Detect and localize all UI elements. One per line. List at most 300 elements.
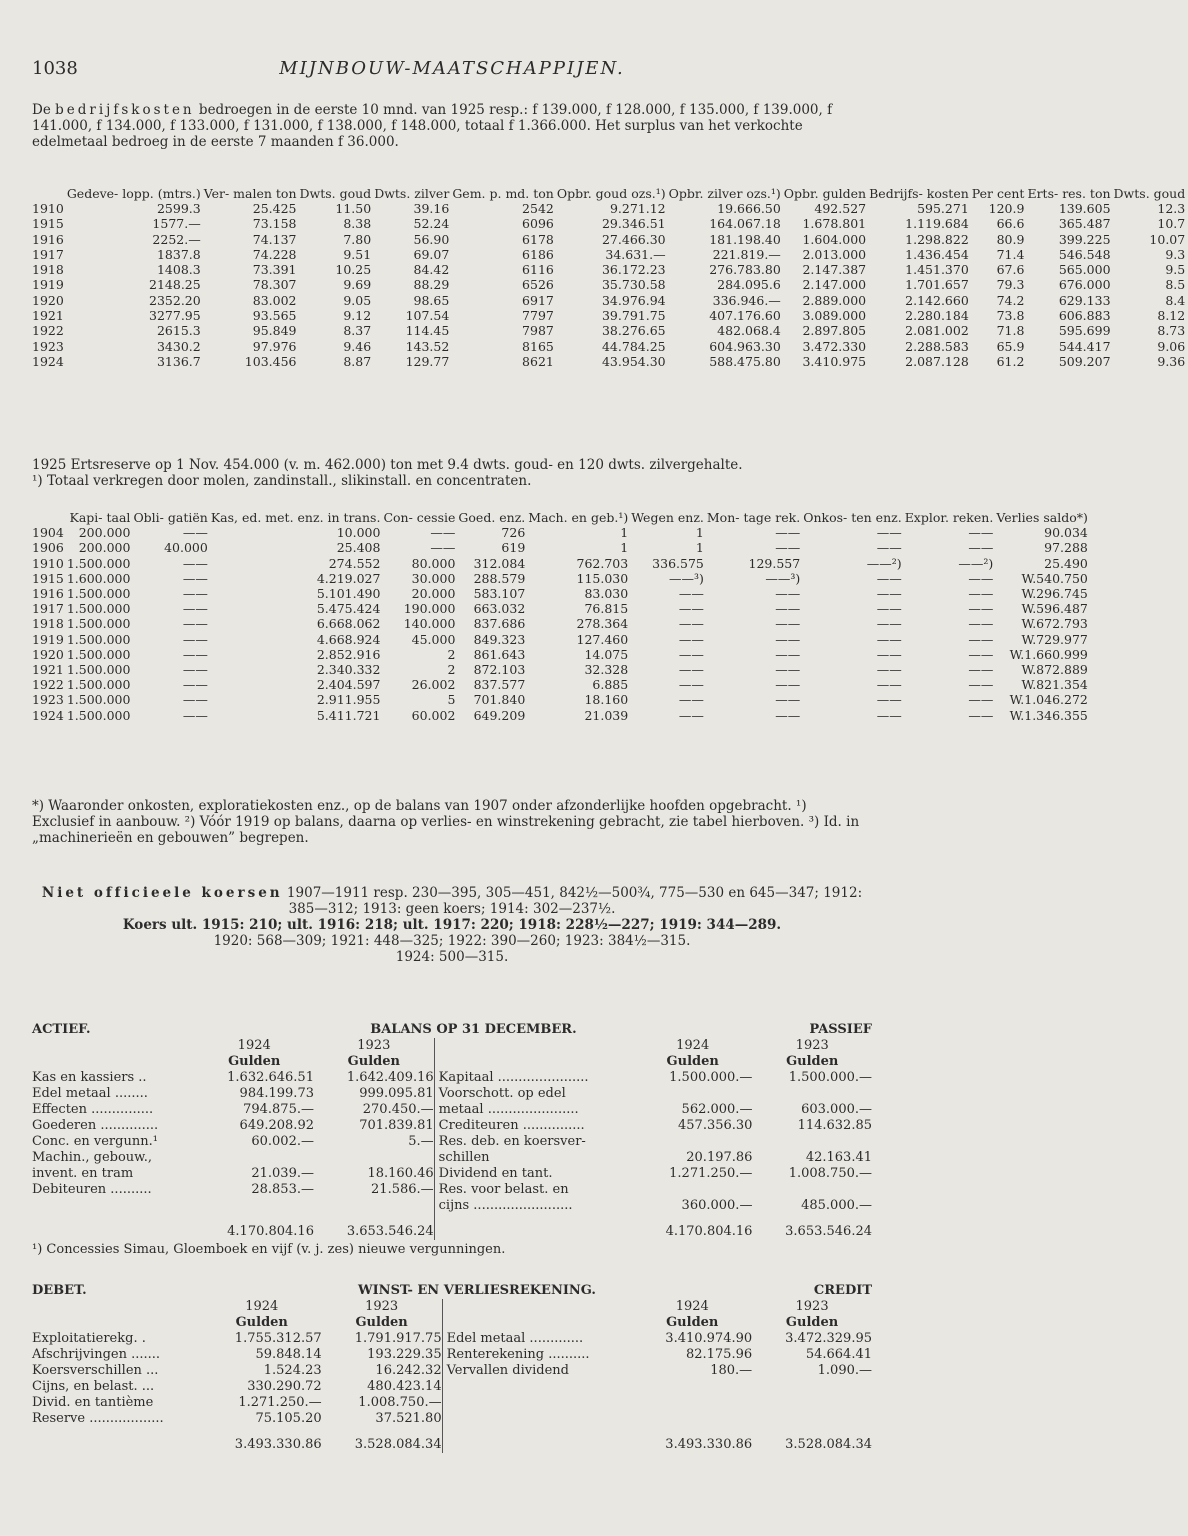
table-cell: 1922 — [32, 677, 64, 693]
value-1 — [194, 1150, 314, 1166]
table-cell: 127.460 — [576, 631, 629, 647]
table-cell: 3.089.000 — [802, 308, 867, 324]
value-1: 75.105.20 — [255, 1411, 322, 1426]
total-1: 3.493.330.86 — [234, 1437, 322, 1452]
table-cell: 32.328 — [584, 662, 629, 678]
koersen-heading: Niet officieele koersen — [41, 885, 283, 901]
table-cell: 6.885 — [592, 677, 629, 693]
table-cell: 39.791.75 — [601, 308, 666, 324]
koersen-ult: Koers ult. 1915: 210; ult. 1916: 218; ult. 1917: 220; 1918: 228½—227; 1919: 344—289. — [122, 917, 782, 933]
koersen-block: Niet officieele koersen 1907—1911 resp. 230—395, 305—451, 842½—500¾, 775—530 en 645—347; 1912: 385—312; 1913: geen koers; 1914: 302—237½. Koers ult. 1915: 210; ult. 1916: 218; ult. 1917: 220; 1918: 228½—227; 1919: 344—289. 1920: 568—309; 1921: 448—325; 1922: 390—260; 1923: 384½—315. 1924: 500—315. — [32, 885, 872, 965]
table-cell: —— — [968, 540, 994, 556]
table-cell: 4.219.027 — [316, 570, 381, 586]
table-cell: —— — [775, 677, 801, 693]
unit-label: Gulden — [235, 1315, 288, 1330]
table-cell: 1924 — [32, 707, 64, 723]
table-cell: 34.976.94 — [601, 292, 666, 308]
table-cell: 2.852.916 — [316, 646, 381, 662]
table-cell: 56.90 — [413, 231, 450, 247]
table-cell: 1.451.370 — [905, 262, 969, 278]
table-cell: 276.783.80 — [709, 262, 781, 278]
table-cell: W.1.046.272 — [1009, 692, 1088, 708]
table-cell: 1920 — [32, 292, 64, 308]
table-cell: 274.552 — [328, 555, 381, 571]
column-header: Ver- malen ton — [203, 186, 297, 201]
value-2: 21.586.— — [371, 1182, 434, 1197]
value-2: 114.632.85 — [797, 1118, 872, 1133]
table-cell: ——³) — [668, 570, 704, 586]
production-notes — [32, 457, 872, 489]
row-label: Cijns, en belast. ... — [32, 1379, 155, 1394]
table-cell: W.872.889 — [1021, 662, 1088, 678]
table-row — [32, 201, 1188, 216]
value-2: 485.000.— — [801, 1198, 872, 1213]
table-cell: 1918 — [32, 616, 64, 632]
table-cell: 5 — [447, 692, 456, 708]
table-cell: —— — [968, 677, 994, 693]
row-label: Exploitatierekg. . — [32, 1331, 146, 1346]
table-cell: 9.36 — [1157, 353, 1186, 369]
table-cell: 8.37 — [343, 323, 372, 339]
table-cell: 8.4 — [1165, 292, 1186, 308]
table-cell: 1916 — [32, 586, 64, 602]
table-cell: —— — [968, 631, 994, 647]
table-cell: 10.7 — [1157, 216, 1186, 232]
table-cell: 3.472.330 — [802, 338, 867, 354]
table-cell: 1919 — [32, 277, 64, 293]
table-cell: 1.119.684 — [905, 216, 969, 232]
table-cell: 14.075 — [584, 646, 629, 662]
table-cell: 9.12 — [343, 308, 372, 324]
table-row — [32, 601, 1091, 616]
page-number: 1038 — [32, 58, 78, 79]
table-cell: 93.565 — [252, 308, 297, 324]
account-row — [32, 1182, 872, 1198]
table-cell: —— — [876, 570, 902, 586]
value-1: 1.271.250.— — [238, 1395, 322, 1410]
table-cell: 663.032 — [473, 601, 526, 617]
value-1: 457.356.30 — [678, 1118, 753, 1133]
table-cell: 67.6 — [996, 262, 1025, 278]
table-cell: —— — [968, 692, 994, 708]
table-row — [32, 277, 1188, 292]
value-1: 20.197.86 — [686, 1150, 753, 1165]
table-cell: 3136.7 — [156, 353, 201, 369]
year-row — [32, 1038, 872, 1054]
table-cell: 7797 — [522, 308, 554, 324]
table-cell: 588.475.80 — [709, 353, 781, 369]
row-label: invent. en tram — [32, 1166, 134, 1181]
table-cell: 6178 — [522, 231, 554, 247]
table-cell: —— — [876, 646, 902, 662]
table-row — [32, 708, 1091, 723]
table-cell: 407.176.60 — [709, 308, 781, 324]
table-cell: 36.172.23 — [601, 262, 666, 278]
table-cell: —— — [775, 601, 801, 617]
value-1: 180.— — [710, 1363, 753, 1378]
table-cell: 7987 — [522, 323, 554, 339]
table-cell: 69.07 — [413, 246, 450, 262]
column-header: Mach. en geb.¹) — [528, 510, 629, 525]
value-2: 3.472.329.95 — [785, 1331, 872, 1346]
table-cell: W.1.660.999 — [1009, 646, 1088, 662]
table-cell: 103.456 — [244, 353, 297, 369]
table-cell: 9.46 — [343, 338, 372, 354]
value-2: 42.163.41 — [805, 1150, 872, 1165]
table-cell: 1923 — [32, 338, 64, 354]
table-cell: 1917 — [32, 246, 64, 262]
table-cell: 84.42 — [413, 262, 450, 278]
table-cell: —— — [968, 570, 994, 586]
table-cell: 74.137 — [252, 231, 297, 247]
spaced-term: bedrijfskosten — [55, 102, 195, 118]
table-cell: 1924 — [32, 353, 64, 369]
table-cell: 1.500.000 — [66, 677, 131, 693]
table-cell: 1.500.000 — [66, 631, 131, 647]
table-cell: 6917 — [522, 292, 554, 308]
table-cell: —— — [182, 616, 208, 632]
value-1: 59.848.14 — [255, 1347, 322, 1362]
table-cell: —— — [876, 692, 902, 708]
table-cell: 509.207 — [1058, 353, 1111, 369]
table-cell: —— — [678, 662, 704, 678]
column-header: Dwts. zilver — [374, 186, 450, 201]
table-cell: 2352.20 — [149, 292, 201, 308]
column-header: Goed. enz. — [458, 510, 526, 525]
table-cell: W.729.977 — [1021, 631, 1088, 647]
table-cell: 9.271.12 — [609, 201, 666, 216]
table-cell: 544.417 — [1058, 338, 1111, 354]
table-cell: 1.604.000 — [802, 231, 867, 247]
table-cell: 129.557 — [748, 555, 801, 571]
table-cell: 4.668.924 — [316, 631, 381, 647]
table-cell: —— — [430, 540, 456, 556]
value-2: 1.500.000.— — [788, 1070, 872, 1085]
value-1: 60.002.— — [251, 1134, 314, 1149]
table-cell: —— — [182, 555, 208, 571]
table-cell: 45.000 — [411, 631, 456, 647]
table-cell: 2.288.583 — [905, 338, 969, 354]
value-1: 1.755.312.57 — [234, 1331, 322, 1346]
row-label: Kapitaal ...................... — [434, 1070, 633, 1086]
column-header: Opbr. goud ozs.¹) — [556, 186, 666, 201]
table-row — [32, 232, 1188, 247]
table-cell: 40.000 — [164, 540, 208, 556]
table-cell: 2.404.597 — [316, 677, 381, 693]
table-cell: 1.678.801 — [802, 216, 867, 232]
table-cell: 1922 — [32, 323, 64, 339]
column-header: Mon- tage rek. — [706, 510, 801, 525]
table-cell: —— — [876, 540, 902, 556]
table-cell: 19.666.50 — [717, 201, 781, 216]
table-cell: 1918 — [32, 262, 64, 278]
table-cell: 649.209 — [473, 707, 526, 723]
table-cell: 288.579 — [473, 570, 526, 586]
total-2: 3.528.084.34 — [785, 1437, 872, 1452]
table-cell: 1.500.000 — [66, 586, 131, 602]
table-cell: 65.9 — [996, 338, 1025, 354]
table-cell: —— — [678, 631, 704, 647]
running-title: MIJNBOUW-MAATSCHAPPIJEN. — [279, 58, 625, 79]
unit-row — [32, 1054, 872, 1070]
table-cell: 20.000 — [411, 586, 456, 602]
table-cell: 3277.95 — [149, 308, 201, 324]
table-row — [32, 616, 1091, 631]
table-cell: 701.840 — [473, 692, 526, 708]
table-cell: 74.2 — [996, 292, 1025, 308]
table-cell: 1 — [620, 540, 629, 556]
finance-footnote: *) Waaronder onkosten, exploratiekosten enz., op de balans van 1907 onder afzonderlijke hoofden opgebracht. ¹) Exclusief in aanbouw. ²) Vóór 1919 op balans, daarna op verlies- en winstrekening gebracht, zie tabel hierboven. ³) Id. in „machinerieën en gebouwen” begrepen. — [32, 798, 860, 846]
table-cell: —— — [968, 707, 994, 723]
table-cell: 1.500.000 — [66, 601, 131, 617]
row-label: Machin., gebouw., — [32, 1150, 153, 1165]
value-2: 999.095.81 — [359, 1086, 434, 1101]
table-cell: —— — [182, 677, 208, 693]
table-cell: 837.686 — [473, 616, 526, 632]
table-cell: 80.9 — [996, 231, 1025, 247]
table-cell: —— — [182, 646, 208, 662]
table-cell: 336.946.— — [712, 292, 781, 308]
year-label: 1923 — [357, 1038, 391, 1053]
table-cell: 399.225 — [1058, 231, 1111, 247]
row-label: Dividend en tant. — [434, 1166, 633, 1182]
table-row — [32, 216, 1188, 231]
table-cell: 1921 — [32, 308, 64, 324]
table-cell: 583.107 — [473, 586, 526, 602]
row-label: schillen — [434, 1150, 633, 1166]
balance-sheet — [32, 1022, 872, 1257]
table-cell: —— — [430, 525, 456, 541]
table-cell: 1920 — [32, 646, 64, 662]
table-cell: 1906 — [32, 540, 64, 556]
column-header: Opbr. zilver ozs.¹) — [668, 186, 781, 201]
value-2: 37.521.80 — [375, 1411, 442, 1426]
table-cell: 1837.8 — [156, 246, 201, 262]
table-cell: 2.897.805 — [802, 323, 867, 339]
account-row — [32, 1198, 872, 1214]
table-cell: —— — [968, 601, 994, 617]
table-cell: 606.883 — [1058, 308, 1111, 324]
total-2: 3.528.084.34 — [354, 1437, 442, 1452]
table-cell: 861.643 — [473, 646, 526, 662]
table-cell: 11.50 — [335, 201, 372, 216]
value-2: 1.008.750.— — [788, 1166, 872, 1181]
table-cell: 73.158 — [252, 216, 297, 232]
left-title: DEBET. — [32, 1283, 87, 1298]
table-cell: 25.408 — [336, 540, 381, 556]
table-cell: 9.51 — [343, 246, 372, 262]
table-cell: 29.346.51 — [601, 216, 666, 232]
totals-row — [32, 1214, 872, 1240]
account-row — [32, 1411, 872, 1427]
value-1: 1.500.000.— — [669, 1070, 753, 1085]
table-cell: ——²) — [866, 555, 902, 571]
value-1: 562.000.— — [681, 1102, 753, 1117]
table-cell: 90.034 — [1044, 525, 1088, 541]
table-cell: 7.80 — [343, 231, 372, 247]
table-cell: 284.095.6 — [717, 277, 781, 293]
table-cell: 1 — [695, 540, 704, 556]
table-row — [32, 323, 1188, 338]
year-label: 1924 — [675, 1299, 709, 1314]
column-header: Wegen enz. — [631, 510, 704, 525]
table-cell: 221.819.— — [712, 246, 781, 262]
table-cell: 12.3 — [1157, 201, 1186, 216]
value-2: 5.— — [408, 1134, 434, 1149]
column-header: Gedeve- lopp. (mtrs.) — [66, 186, 201, 201]
table-cell: —— — [182, 631, 208, 647]
table-cell: 9.06 — [1157, 338, 1186, 354]
table-cell: 88.29 — [413, 277, 450, 293]
table-cell: 6.668.062 — [316, 616, 381, 632]
table-cell: 1.500.000 — [66, 646, 131, 662]
row-label: Res. deb. en koersver- — [434, 1134, 633, 1150]
table-cell: —— — [678, 601, 704, 617]
table-cell: 872.103 — [473, 662, 526, 678]
row-label: Afschrijvingen ....... — [32, 1347, 161, 1362]
table-cell: 595.699 — [1058, 323, 1111, 339]
value-2: 1.642.409.16 — [346, 1070, 434, 1085]
value-1: 1.524.23 — [263, 1363, 322, 1378]
table-cell: —— — [775, 692, 801, 708]
account-title-row — [32, 1022, 872, 1038]
unit-label: Gulden — [666, 1054, 719, 1069]
table-cell: 164.067.18 — [709, 216, 781, 232]
table-cell: 1 — [695, 525, 704, 541]
table-cell: —— — [182, 692, 208, 708]
table-cell: 115.030 — [576, 570, 629, 586]
account-title: BALANS OP 31 DECEMBER. — [370, 1022, 577, 1037]
table-cell: W.672.793 — [1021, 616, 1088, 632]
table-cell: 1915 — [32, 216, 64, 232]
table-cell: 52.24 — [413, 216, 450, 232]
table-row — [32, 339, 1188, 354]
table-cell: —— — [182, 586, 208, 602]
unit-label: Gulden — [347, 1054, 400, 1069]
table-cell: 2 — [447, 646, 456, 662]
table-cell: ——³) — [765, 570, 801, 586]
value-2: 1.791.917.75 — [354, 1331, 442, 1346]
table-cell: 837.577 — [473, 677, 526, 693]
table-row — [32, 525, 1091, 540]
row-label: Edel metaal ............. — [442, 1331, 632, 1347]
column-header: Verlies saldo*) — [996, 510, 1088, 525]
account-row — [32, 1070, 872, 1086]
table-cell: —— — [968, 662, 994, 678]
row-label: Conc. en vergunn.¹ — [32, 1134, 158, 1149]
table-cell: 61.2 — [996, 353, 1025, 369]
table-cell: —— — [876, 601, 902, 617]
table-cell: 21.039 — [584, 707, 629, 723]
table-cell: 1.436.454 — [905, 246, 969, 262]
column-header: Kapi- taal — [69, 510, 131, 525]
column-header: Erts- res. ton — [1027, 186, 1111, 201]
value-2: 603.000.— — [801, 1102, 872, 1117]
table-row — [32, 632, 1091, 647]
table-cell: 60.002 — [411, 707, 456, 723]
table-cell: 629.133 — [1058, 292, 1111, 308]
account-row — [32, 1379, 872, 1395]
value-2: 270.450.— — [362, 1102, 434, 1117]
table-cell: —— — [182, 570, 208, 586]
table-row — [32, 677, 1091, 692]
year-label: 1923 — [365, 1299, 399, 1314]
table-cell: —— — [876, 707, 902, 723]
account-row — [32, 1363, 872, 1379]
account-row — [32, 1347, 872, 1363]
table-cell: 6096 — [522, 216, 554, 232]
table-cell: 43.954.30 — [601, 353, 666, 369]
value-2: 1.008.750.— — [358, 1395, 442, 1410]
table-cell: 604.963.30 — [709, 338, 781, 354]
column-header: Obli- gatiën — [133, 510, 208, 525]
table-cell: 9.3 — [1165, 246, 1186, 262]
unit-label: Gulden — [355, 1315, 408, 1330]
value-1: 1.632.646.51 — [227, 1070, 314, 1085]
year-label: 1923 — [795, 1299, 829, 1314]
table-cell: 2.087.128 — [905, 353, 969, 369]
table-cell: 849.323 — [473, 631, 526, 647]
table-cell: 9.5 — [1165, 262, 1186, 278]
table-row — [32, 556, 1091, 571]
table-cell: 190.000 — [403, 601, 456, 617]
table-cell: —— — [182, 662, 208, 678]
table-cell: 44.784.25 — [601, 338, 666, 354]
table-row — [32, 354, 1188, 369]
table-cell: 1.500.000 — [66, 662, 131, 678]
table-cell: 35.730.58 — [601, 277, 666, 293]
table-row — [32, 662, 1091, 677]
value-1: 330.290.72 — [247, 1379, 322, 1394]
account-title: WINST- EN VERLIESREKENING. — [358, 1283, 596, 1298]
table-cell: ——²) — [958, 555, 994, 571]
column-header: Per cent — [971, 186, 1025, 201]
value-2 — [752, 1134, 872, 1150]
value-2 — [752, 1086, 872, 1102]
table-cell: 18.160 — [584, 692, 629, 708]
value-2: 18.160.46 — [367, 1166, 434, 1181]
table-cell: 1577.— — [152, 216, 201, 232]
total-1: 4.170.804.16 — [227, 1224, 314, 1239]
table-cell: 595.271 — [917, 201, 969, 216]
table-cell: —— — [876, 631, 902, 647]
table-cell: 3430.2 — [156, 338, 201, 354]
account-row — [32, 1331, 872, 1347]
account-row — [32, 1166, 872, 1182]
account-row — [32, 1134, 872, 1150]
table-cell: 8.12 — [1157, 308, 1186, 324]
table-cell: 1.500.000 — [66, 707, 131, 723]
account-row — [32, 1102, 872, 1118]
table-row — [32, 586, 1091, 601]
value-1: 82.175.96 — [685, 1347, 753, 1362]
intro-paragraph: De bedrijfskosten bedroegen in de eerste 10 mnd. van 1925 resp.: f 139.000, f 128.000, f 135.000, f 139.000, f 141.000, f 134.000, f 133.000, f 131.000, f 138.000, f 148.000, totaal f 1.366.000. Het surplus van het verkochte edelmetaal bedroeg in de eerste 7 maanden f 36.000. — [32, 102, 833, 150]
page-header — [32, 58, 872, 84]
table-cell: 2542 — [522, 201, 554, 216]
table-cell: 10.25 — [335, 262, 372, 278]
table-cell: 492.527 — [814, 201, 867, 216]
table-cell: 95.849 — [252, 323, 297, 339]
table-cell: 10.000 — [336, 525, 381, 541]
table-cell: 2.013.000 — [802, 246, 867, 262]
table-cell: —— — [968, 586, 994, 602]
table-cell: —— — [775, 616, 801, 632]
table-row — [32, 308, 1188, 323]
table-cell: 114.45 — [405, 323, 450, 339]
table-cell: 80.000 — [411, 555, 456, 571]
table-cell: —— — [678, 646, 704, 662]
unit-label: Gulden — [666, 1315, 719, 1330]
